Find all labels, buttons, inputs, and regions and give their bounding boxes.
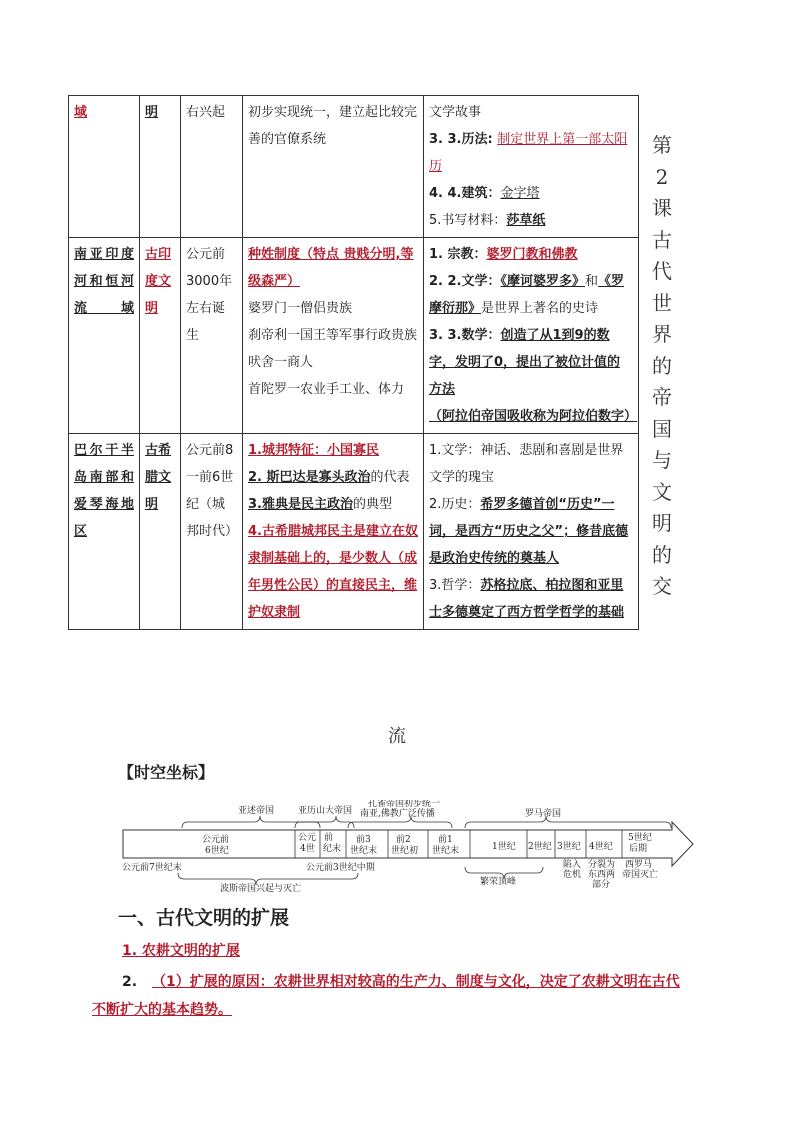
label-alexander: 亚历山大帝国 [298, 806, 353, 816]
culture-cell: 1. 宗教：婆罗门教和佛教 2. 2.文学：《摩诃婆罗多》和《罗摩衍那》是世界上著名的史诗 3. 3.数学：创造了从1到9的数字，发明了0，提出了被位计值的方法 （阿拉伯帝国吸收称为阿拉伯数字） [424, 238, 639, 434]
brace-rome [465, 816, 671, 828]
region-cell: 域 [69, 96, 140, 238]
region-cell: 南亚印度河和恒河流域 [69, 238, 140, 434]
brace-alexander [295, 816, 354, 828]
svg-text:1世纪: 1世纪 [492, 842, 516, 852]
lesson-title-vertical: 第 2 课 古 代 世 界 的 帝 国 与 文 明 的 交 [652, 133, 672, 598]
section-heading: 【时空坐标】 [118, 763, 215, 782]
section-title: 一、古代文明的扩展 [118, 907, 290, 929]
svg-text:公元前3世纪中期: 公元前3世纪中期 [306, 863, 375, 873]
svg-text:前3: 前3 [356, 835, 371, 845]
svg-text:前1: 前1 [438, 835, 453, 845]
svg-text:6世纪: 6世纪 [205, 846, 229, 856]
svg-text:前: 前 [324, 833, 334, 843]
politics-cell: 1.城邦特征：小国寡民 2. 斯巴达是寡头政治的代表 3.雅典是民主政治的典型 4.古希腊城邦民主是建立在奴隶制基础上的，是少数人（成年男性公民）的直接民主，维护奴隶制 [243, 434, 424, 630]
svg-text:4世: 4世 [300, 844, 315, 854]
svg-text:纪末: 纪末 [323, 844, 342, 854]
politics-cell: 初步实现统一，建立起比较完善的官僚系统 [243, 96, 424, 238]
svg-text:2世纪: 2世纪 [528, 842, 552, 852]
label-maurya-2: 南亚,佛教广泛传播 [360, 809, 435, 819]
lesson-title-tail: 流 [388, 726, 406, 747]
culture-cell: 1.文学：神话、悲剧和喜剧是世界文学的瑰宝 2.历史：希罗多德首创“历史”一词，是西方“历史之父”；修昔底德是政治史传统的奠基人 3.哲学：苏格拉底、柏拉图和亚里士多德奠定了西方哲学哲学的基础 [424, 434, 639, 630]
svg-text:世纪初: 世纪初 [391, 846, 419, 856]
label-maurya-1: 孔雀帝国初步统一 [368, 800, 441, 809]
svg-text:分裂为: 分裂为 [588, 860, 616, 870]
svg-text:公元前7世纪末: 公元前7世纪末 [122, 863, 182, 873]
region-cell: 巴尔干半岛南部和爱琴海地区 [69, 434, 140, 630]
civilization-table [68, 95, 639, 630]
svg-text:繁荣顶峰: 繁荣顶峰 [480, 877, 517, 887]
svg-text:公元: 公元 [298, 833, 317, 843]
time-cell: 公元前8一前6世纪（城邦时代） [181, 434, 243, 630]
table-row [69, 238, 639, 434]
svg-text:危机: 危机 [563, 870, 582, 880]
svg-text:陷入: 陷入 [563, 860, 582, 870]
svg-text:西罗马: 西罗马 [625, 860, 653, 870]
culture-cell: 文学故事 3. 3.历法: 制定世界上第一部太阳历 4. 4.建筑：金字塔 5.书写材料：莎草纸 [424, 96, 639, 238]
civ-cell: 古希腊文明 [140, 434, 181, 630]
svg-text:世纪末: 世纪末 [350, 846, 378, 856]
svg-text:世纪末: 世纪末 [432, 846, 460, 856]
civ-cell: 古印度文明 [140, 238, 181, 434]
svg-text:后期: 后期 [629, 844, 648, 854]
svg-text:波斯帝国兴起与灭亡: 波斯帝国兴起与灭亡 [220, 884, 302, 894]
svg-text:东西两: 东西两 [588, 870, 616, 880]
svg-text:部分: 部分 [592, 880, 611, 890]
list-item: 2. （1）扩展的原因：农耕世界相对较高的生产力、制度与文化，决定了农耕文明在古代不断扩大的基本趋势。 [92, 974, 680, 1018]
politics-cell: 种姓制度（特点 贵贱分明,等级森严） 婆罗门一僧侣贵族 刹帝利一国王等军事行政贵族 吠舍一商人 首陀罗一农业手工业、体力 [243, 238, 424, 434]
label-rome: 罗马帝国 [525, 809, 562, 819]
civ-cell: 明 [140, 96, 181, 238]
svg-text:5世纪: 5世纪 [628, 833, 652, 843]
label-assyria: 亚述帝国 [238, 806, 275, 816]
svg-text:前2: 前2 [396, 835, 411, 845]
svg-text:4世纪: 4世纪 [589, 842, 613, 852]
svg-text:3世纪: 3世纪 [557, 842, 581, 852]
svg-text:帝国灭亡: 帝国灭亡 [622, 870, 659, 880]
table-row [69, 96, 639, 238]
table-row [69, 434, 639, 630]
time-cell: 右兴起 [181, 96, 243, 238]
timeline-diagram [120, 800, 695, 895]
time-cell: 公元前3000年左右诞生 [181, 238, 243, 434]
svg-text:公元前: 公元前 [202, 835, 230, 845]
list-item: 1. 农耕文明的扩展 [122, 943, 240, 959]
